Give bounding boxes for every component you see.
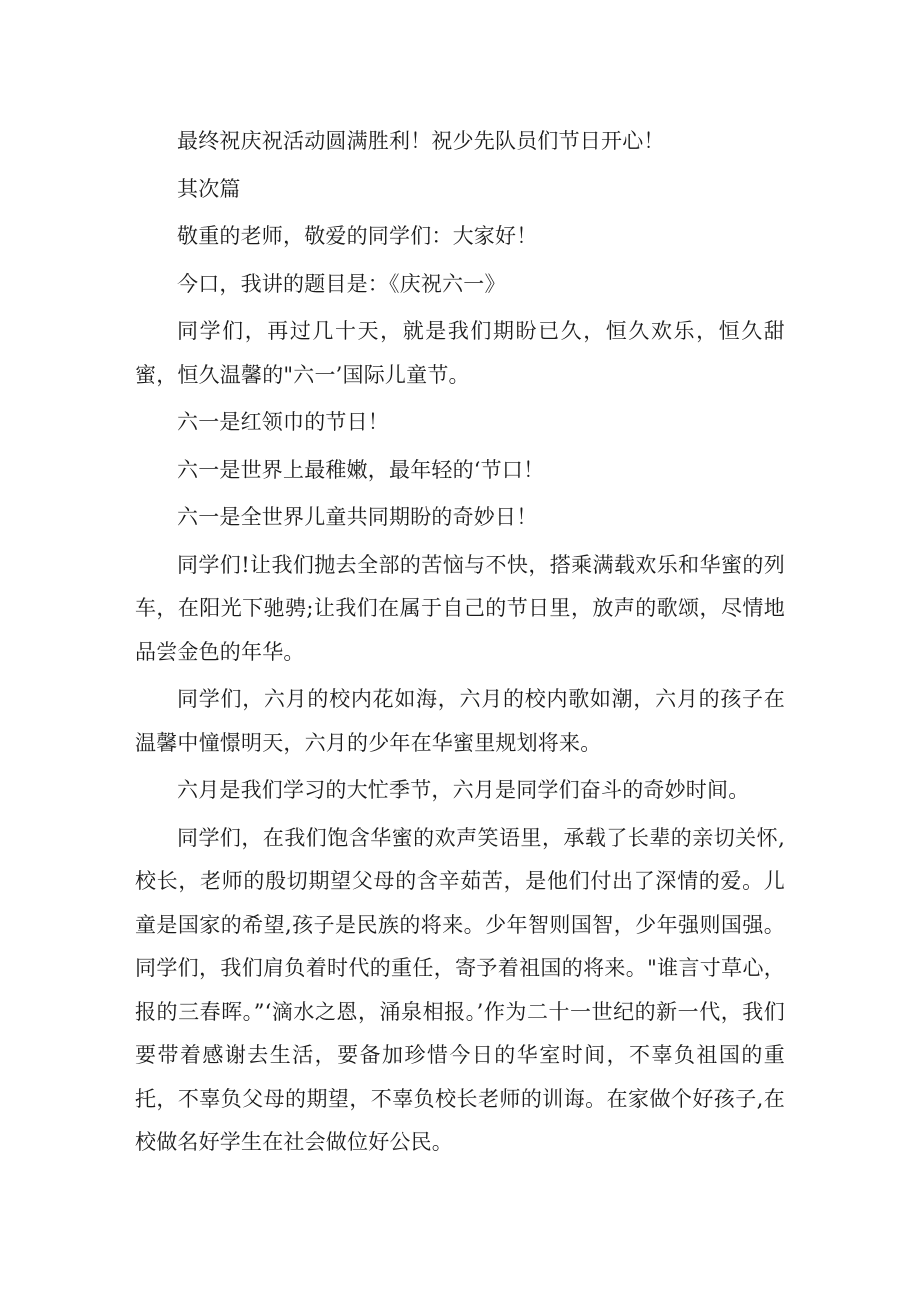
paragraph: 同学们，六月的校内花如海，六月的校内歌如潮，六月的孩子在温馨中憧憬明天，六月的少年在华蜜里规划将来。 [135, 687, 785, 755]
section-heading: 其次篇 [177, 176, 241, 201]
paragraph: 敬重的老师，敬爱的同学们：大家好！ [177, 224, 538, 248]
paragraph: 六一是全世界儿童共同期盼的奇妙日！ [177, 505, 538, 529]
paragraph: 六月是我们学习的大忙季节，六月是同学们奋斗的奇妙时间。 [177, 778, 750, 802]
paragraph: 同学们，在我们饱含华蜜的欢声笑语里，承载了长辈的亲切关怀,校长，老师的殷切期望父母的含辛茹苦，是他们付出了深情的爱。儿童是国家的希望,孩子是民族的将来。少年智则国智，少年强则国强。同学们，我们肩负着时代的重任，寄予着祖国的将来。"谁言寸草心，报的三春晖。”‘滴水之恩，涌泉相报。’作为二十一世纪的新一代，我们要带着感谢去生活，要备加珍惜今日的华室时间，不辜负祖国的重托，不辜负父母的期望，不辜负校长老师的训诲。在家做个好孩子,在校做名好学生在社会做位好公民。 [135, 825, 785, 1154]
paragraph: 同学们!让我们抛去全部的苦恼与不快，搭乘满载欢乐和华蜜的列车，在阳光下驰骋;让我们在属于自己的节日里，放声的歌颂，尽情地品尝金色的年华。 [135, 552, 785, 664]
paragraph: 六一是世界上最稚嫩，最年轻的‘节口！ [177, 457, 545, 482]
paragraph: 最终祝庆祝活动圆满胜利！祝少先队员们节日开心！ [177, 129, 665, 153]
paragraph: 今口，我讲的题目是：《庆祝六一》 [177, 271, 506, 296]
document-body [135, 120, 785, 1165]
paragraph: 六一是红领巾的节日！ [177, 410, 389, 434]
paragraph: 同学们，再过几十天，就是我们期盼已久，恒久欢乐，恒久甜蜜，恒久温馨的"六一’国际儿童节。 [135, 319, 785, 387]
